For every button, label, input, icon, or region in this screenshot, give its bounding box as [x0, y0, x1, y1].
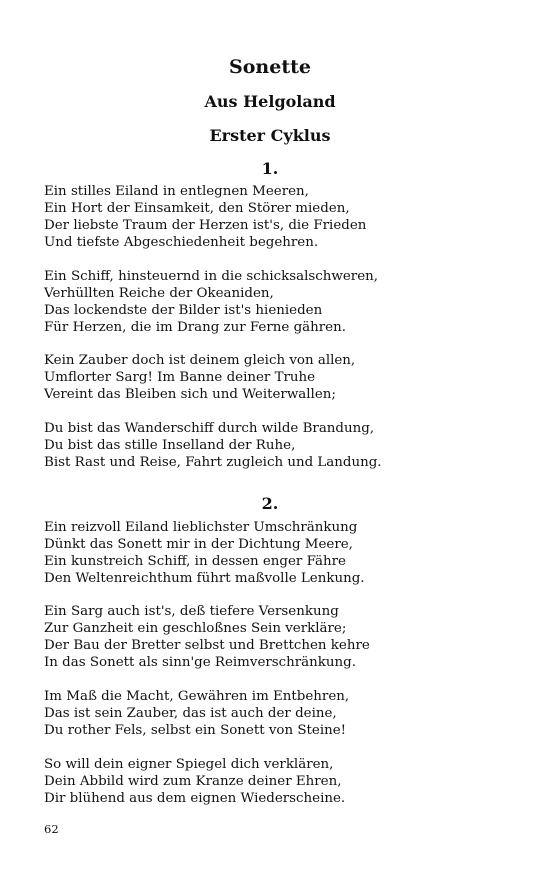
verse-line: Dünkt das Sonett mir in der Dichtung Meere,: [44, 537, 353, 552]
stanza: [44, 519, 524, 587]
verse-line: Du bist das Wanderschiff durch wilde Brandung,: [44, 421, 375, 436]
section-subtitle: Aus Helgoland: [204, 92, 336, 111]
stanza: [44, 420, 524, 471]
page-number: 62: [44, 822, 59, 836]
sonnet-number: 2.: [261, 494, 279, 513]
verse-line: Vereint das Bleiben sich und Weiterwallen;: [44, 387, 336, 402]
verse-line: Verhüllten Reiche der Okeaniden,: [44, 286, 274, 301]
verse-line: Ein Sarg auch ist's, deß tiefere Versenkung: [44, 604, 339, 619]
verse-line: Kein Zauber doch ist deinem gleich von allen,: [44, 353, 356, 368]
verse-line: Du bist das stille Inselland der Ruhe,: [44, 438, 296, 453]
stanza: [44, 756, 524, 807]
stanza: [44, 268, 524, 336]
verse-line: Ein kunstreich Schiff, in dessen enger Fähre: [44, 554, 346, 569]
verse-line: Ein Schiff, hinsteuernd in die schicksalschweren,: [44, 269, 378, 284]
verse-line: So will dein eigner Spiegel dich verklären,: [44, 757, 334, 772]
verse-line: Und tiefste Abgeschiedenheit begehren.: [44, 235, 319, 250]
cycle-heading: Erster Cyklus: [209, 126, 331, 145]
verse-line: Ein Hort der Einsamkeit, den Störer mieden,: [44, 201, 350, 216]
stanza: [44, 352, 524, 403]
verse-line: Der liebste Traum der Herzen ist's, die Frieden: [44, 218, 367, 233]
verse-line: Der Bau der Bretter selbst und Brettchen kehre: [44, 638, 370, 653]
verse-line: Umflorter Sarg! Im Banne deiner Truhe: [44, 370, 316, 385]
verse-line: Ein stilles Eiland in entlegnen Meeren,: [44, 184, 309, 199]
verse-line: Den Weltenreichthum führt maßvolle Lenkung.: [44, 571, 365, 586]
verse-line: Das lockendste der Bilder ist's hienieden: [44, 303, 323, 318]
verse-line: Bist Rast und Reise, Fahrt zugleich und Landung.: [44, 455, 382, 470]
stanza: [44, 688, 524, 739]
verse-line: Dein Abbild wird zum Kranze deiner Ehren,: [44, 774, 342, 789]
stanza: [44, 603, 524, 671]
verse-line: In das Sonett als sinn'ge Reimverschränkung.: [44, 655, 356, 670]
verse-line: Ein reizvoll Eiland lieblichster Umschränkung: [44, 520, 358, 535]
verse-line: Das ist sein Zauber, das ist auch der deine,: [44, 706, 337, 721]
verse-line: Du rother Fels, selbst ein Sonett von Steine!: [44, 723, 347, 738]
verse-line: Für Herzen, die im Drang zur Ferne gähren.: [44, 320, 346, 335]
verse-line: Dir blühend aus dem eignen Wiederscheine.: [44, 791, 346, 806]
sonnet-number: 1.: [261, 159, 279, 178]
verse-line: Im Maß die Macht, Gewähren im Entbehren,: [44, 689, 350, 704]
page-title: Sonette: [229, 56, 311, 78]
verse-line: Zur Ganzheit ein geschloßnes Sein verkläre;: [44, 621, 347, 636]
stanza: [44, 183, 524, 251]
